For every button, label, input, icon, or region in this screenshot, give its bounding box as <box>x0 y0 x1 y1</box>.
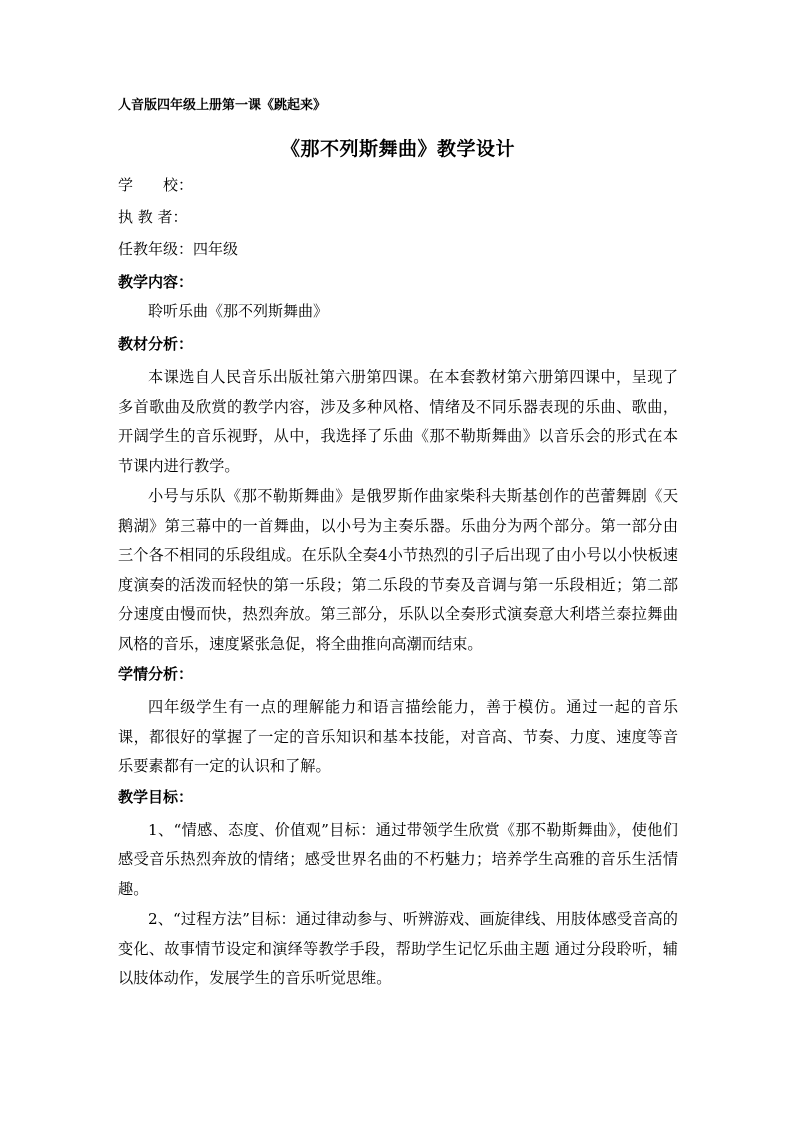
content-heading: 教学内容： <box>118 273 194 291</box>
teacher-field <box>118 207 678 227</box>
school-field <box>118 175 678 195</box>
student-heading: 学情分析： <box>118 665 194 683</box>
goals-heading: 教学目标： <box>118 787 194 806</box>
goal-item-2: 2、“过程方法”目标：通过律动参与、听辨游戏、画旋律线、用肢体感受音高的变化、故事情节设定和演绎等教学手段，帮助学生记忆乐曲主题 通过分段聆听，辅以肢体动作，发展学生的音乐听觉思维。 <box>118 910 678 987</box>
student-paragraph-1: 四年级学生有一点的理解能力和语言描绘能力，善于模仿。通过一起的音乐课，都很好的掌握了一定的音乐知识和基本技能，对音高、节奏、力度、速度等音乐要素都有一定的认识和了解。 <box>118 698 678 775</box>
content-text: 聆听乐曲《那不列斯舞曲》 <box>148 302 329 320</box>
document-title: 《那不列斯舞曲》教学设计 <box>280 138 515 160</box>
grade-value: 四年级 <box>193 240 239 258</box>
material-paragraph-1: 本课选自人民音乐出版社第六册第四课。在本套教材第六册第四课中，呈现了多首歌曲及欣赏的教学内容，涉及多种风格、情绪及不同乐器表现的乐曲、歌曲，开阔学生的音乐视野，从中，我选择了乐曲《那不勒斯舞曲》以音乐会的形式在本节课内进行教学。 <box>118 368 678 475</box>
school-label: 学 校： <box>118 176 194 194</box>
document-page <box>118 96 678 995</box>
document-subtitle: 人音版四年级上册第一课《跳起来》 <box>118 98 327 113</box>
grade-field <box>118 239 678 259</box>
material-heading: 教材分析： <box>118 335 194 353</box>
material-paragraph-2: 小号与乐队《那不勒斯舞曲》是俄罗斯作曲家柴科夫斯基创作的芭蕾舞剧《天鹅湖》第三幕中的一首舞曲，以小号为主奏乐器。乐曲分为两个部分。第一部分由三个各不相同的乐段组成。在乐队全奏4小节热烈的引子后出现了由小号以小快板速度演奏的活泼而轻快的第一乐段；第二乐段的节奏及音调与第一乐段相近；第二部分速度由慢而快，热烈奔放。第三部分，乐队以全奏形式演奏意大利塔兰泰拉舞曲风格的音乐，速度紧张急促，将全曲推向高潮而结束。 <box>118 487 678 653</box>
teacher-label: 执 教 者： <box>118 208 188 226</box>
grade-label: 任教年级： <box>118 240 194 258</box>
goal-item-1: 1、“情感、态度、价值观”目标：通过带领学生欣赏《那不勒斯舞曲》，使他们感受音乐热烈奔放的情绪；感受世界名曲的不朽魅力；培养学生高雅的音乐生活情趣。 <box>118 820 678 898</box>
